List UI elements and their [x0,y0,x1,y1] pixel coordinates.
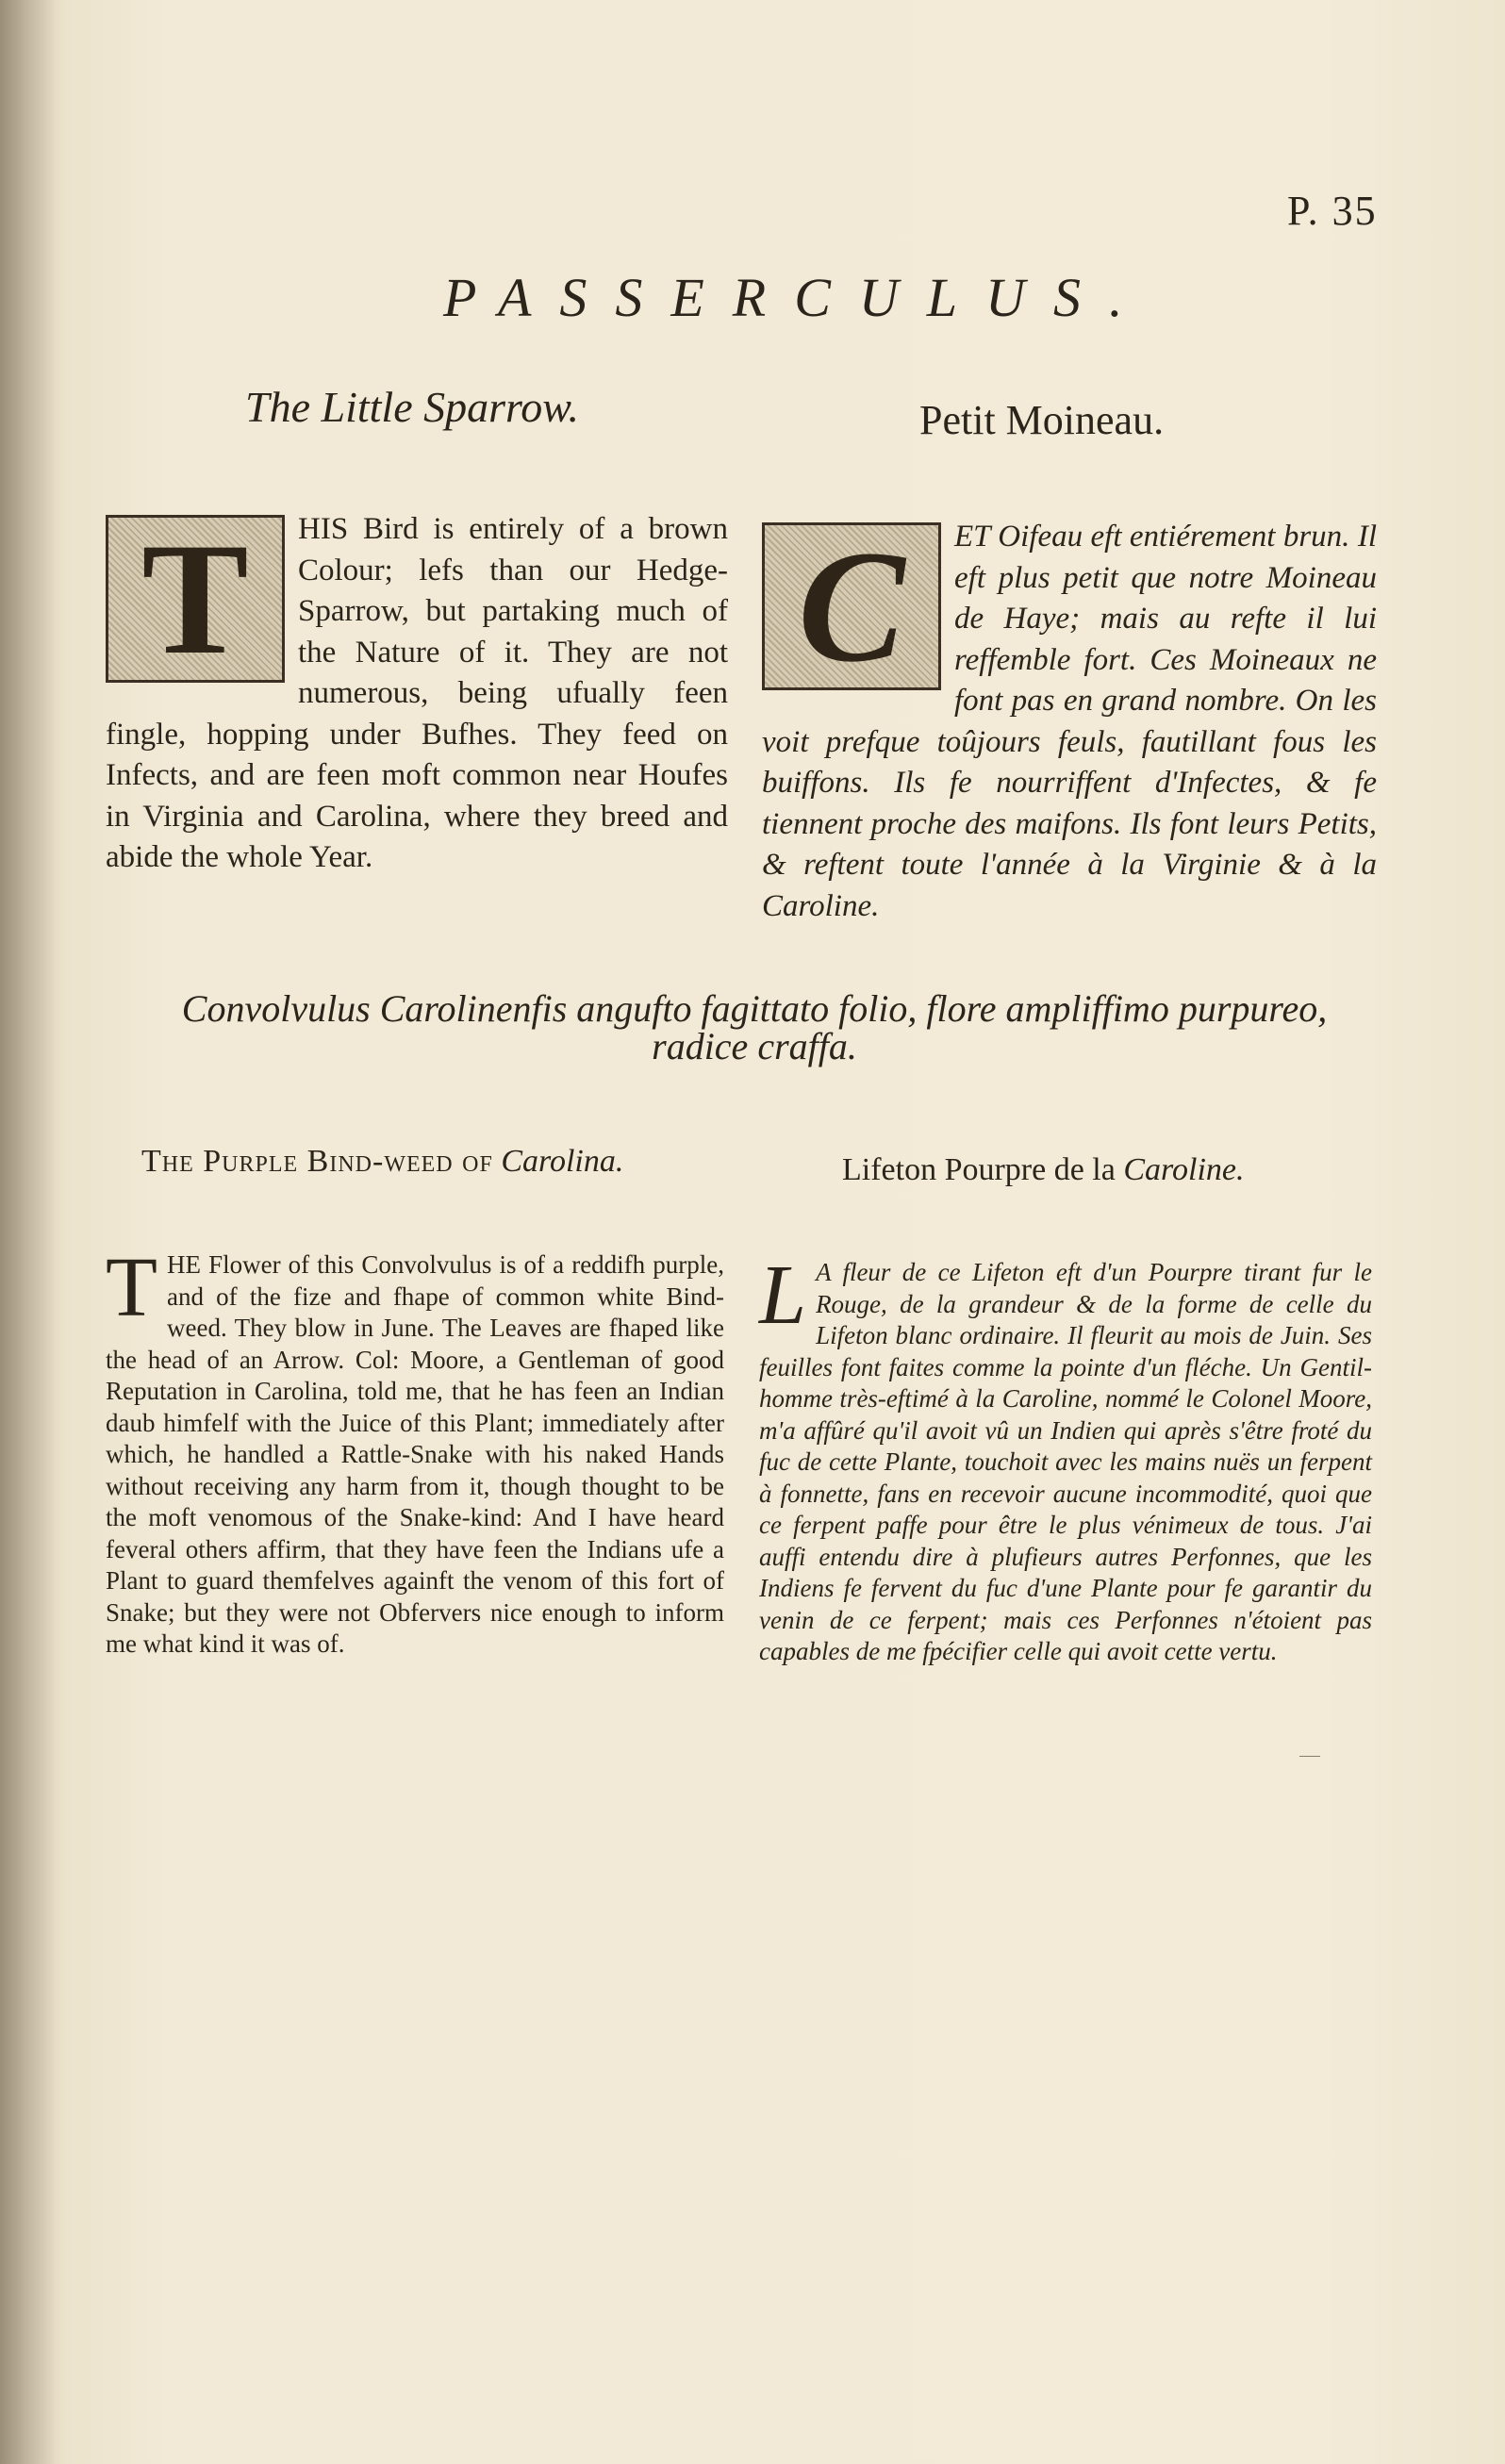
page-number: P. 35 [1287,188,1378,234]
plant-title-french-text: Lifeton Pourpre de la [842,1152,1116,1187]
bird-paragraph-french: ET Oifeau eft entiérement brun. Il eft plus petit que notre Moineau de Haye; mais au refte il lui reffemble fort. Ces Moineaux ne font pas en grand nombre. On les voit prefque toûjours feuls, fautillant fous les buiffons. Ils fe nourriffent d'Infectes, & fe tiennent proche des maifons. Ils font leurs Petits, & reftent toute l'année à la Virginie & à la Caroline. [762,520,1377,923]
plant-text-french [759,1249,1372,1668]
bird-paragraph-english: HIS Bird is entirely of a brown Colour; lefs than our Hedge-Sparrow, but partaking much of the Nature of it. They are not numerous, being ufually feen fingle, hopping under Bufhes. They feed on Infects, and are feen moft common near Houfes in Virginia and Carolina, where they breed and abide the whole Year. [106,512,728,874]
plant-title-french-place: Caroline. [1123,1152,1245,1187]
ornamental-drop-cap-t: T [106,515,285,683]
bird-text-english [106,509,728,879]
plant-paragraph-french: A fleur de ce Lifeton eft d'un Pourpre tirant fur le Rouge, de la grandeur & de la forme de celle du Lifeton blanc ordinaire. Il fleurit au mois de Juin. Ses feuilles font faites comme la pointe d'un fléche. Un Gentil-homme très-eftimé à la Caroline, nommé le Colonel Moore, m'a affûré qu'il avoit vû un Indien qui après s'être froté du fuc de cette Plante, touchoit avec les mains nuës un ferpent à fonnette, fans en recevoir aucune incommodité, quoi que ce ferpent paffe pour être le plus vénimeux de tous. J'ai auffi entendu dire à plufieurs autres Perfonnes, que les Indiens fe fervent du fuc d'une Plante pour fe garantir du venin de ce ferpent; mais ces Perfonnes n'étoient pas capables de me fpécifier celle qui avoit cette vertu. [759,1258,1372,1665]
ornamental-drop-cap-c: C [762,522,941,690]
page-mark [1299,1756,1320,1757]
drop-cap-l: L [759,1249,807,1342]
plant-title-english [141,1144,623,1180]
subtitle-english: The Little Sparrow. [245,383,579,431]
subtitle-french: Petit Moineau. [919,397,1165,443]
plant-title-french [842,1152,1245,1188]
binding-shadow [0,0,57,2464]
plant-latin-name: Convolvulus Carolinenfis angufto fagittato folio, flore ampliffimo purpureo, radice craffa. [181,987,1328,1067]
plant-title-english-text: The Purple Bind-weed of [141,1144,493,1179]
plant-title-english-place: Carolina. [501,1144,624,1179]
page-title: PASSERCULUS. [443,267,1151,328]
plant-paragraph-english: HE Flower of this Convolvulus is of a reddifh purple, and of the fize and fhape of common white Bind-weed. They blow in June. The Leaves are fhaped like the head of an Arrow. Col: Moore, a Gentleman of good Reputation in Carolina, told me, that he has feen an Indian daub himfelf with the Juice of this Plant; immediately after which, he handled a Rattle-Snake with his naked Hands without receiving any harm from it, though thought to be the moft venomous of the Snake-kind: And I have heard feveral others affirm, that they have feen the Indians ufe a Plant to guard themfelves againft the venom of this fort of Snake; but they were not Obfervers nice enough to inform me what kind it was of. [106,1250,724,1658]
plant-text-english [106,1241,724,1661]
bird-text-french [762,517,1377,927]
drop-cap-t: T [106,1241,157,1334]
